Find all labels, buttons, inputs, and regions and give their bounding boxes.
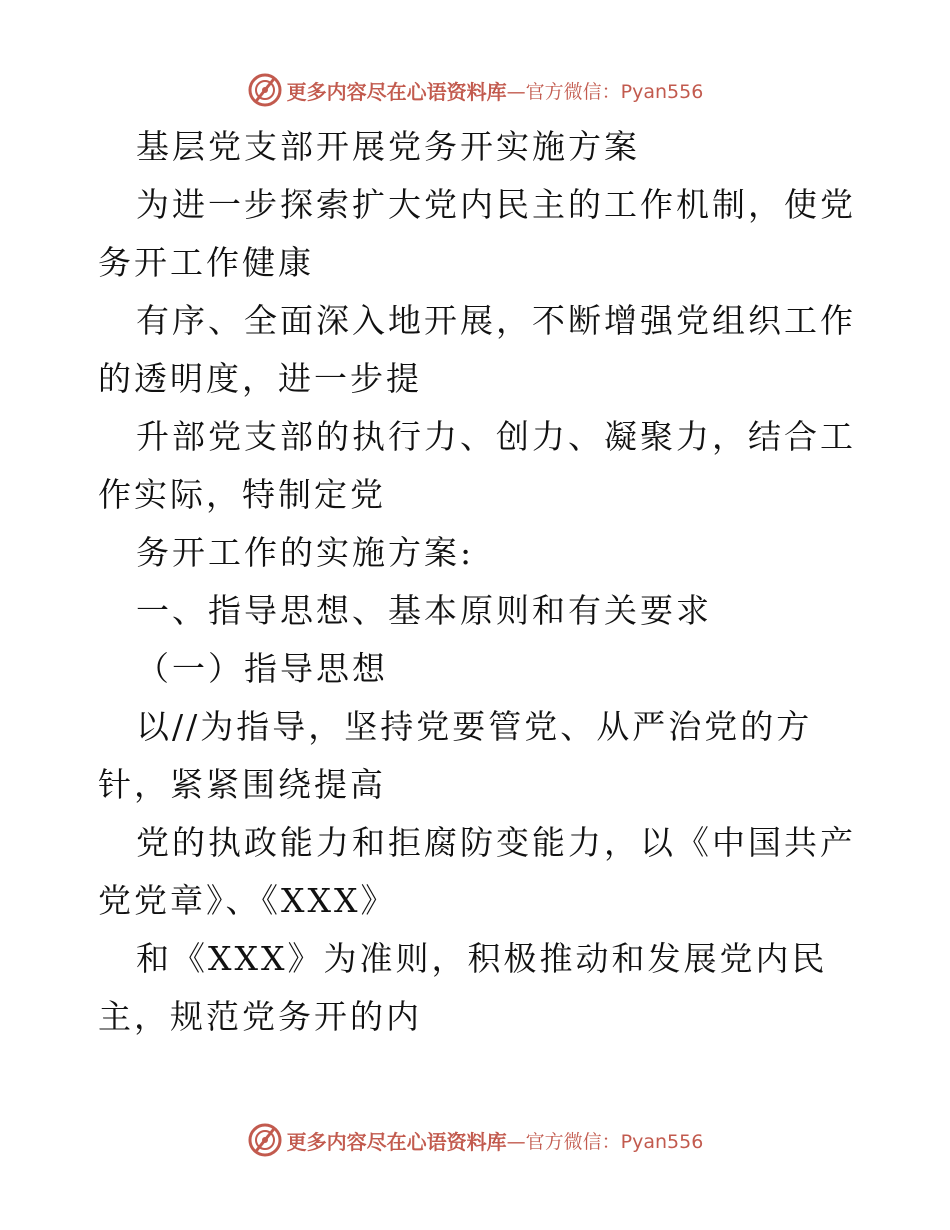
paragraph: 务开工作的实施方案: — [136, 533, 475, 572]
header-banner — [0, 70, 950, 110]
seal-logo-icon — [247, 1122, 283, 1158]
header-wechat-text: —官方微信：Pyan556 — [506, 80, 704, 103]
subsection-heading: （一）指导思想 — [136, 649, 388, 688]
section-heading: 一、指导思想、基本原则和有关要求 — [136, 591, 712, 630]
document-body — [98, 118, 858, 1046]
paragraph: 升部党支部的执行力、创力、凝聚力，结合工作实际，特制定党 — [98, 417, 856, 514]
header-brand-text: 更多内容尽在心语资料库 — [286, 79, 507, 104]
paragraph: 有序、全面深入地开展，不断增强党组织工作的透明度，进一步提 — [98, 301, 856, 398]
paragraph: 党的执政能力和拒腐防变能力，以《中国共产党党章》、《XXX》 — [98, 823, 856, 920]
paragraph: 为进一步探索扩大党内民主的工作机制，使党务开工作健康 — [98, 185, 856, 282]
paragraph-title: 基层党支部开展党务开实施方案 — [136, 127, 640, 166]
paragraph: 和《XXX》为准则，积极推动和发展党内民主，规范党务开的内 — [98, 939, 828, 1036]
footer-brand-text: 更多内容尽在心语资料库 — [286, 1129, 507, 1154]
paragraph: 以//为指导，坚持党要管党、从严治党的方针，紧紧围绕提高 — [98, 707, 813, 804]
footer-wechat-text: —官方微信：Pyan556 — [506, 1130, 704, 1153]
seal-logo-icon — [247, 72, 283, 108]
footer-banner — [0, 1120, 950, 1160]
